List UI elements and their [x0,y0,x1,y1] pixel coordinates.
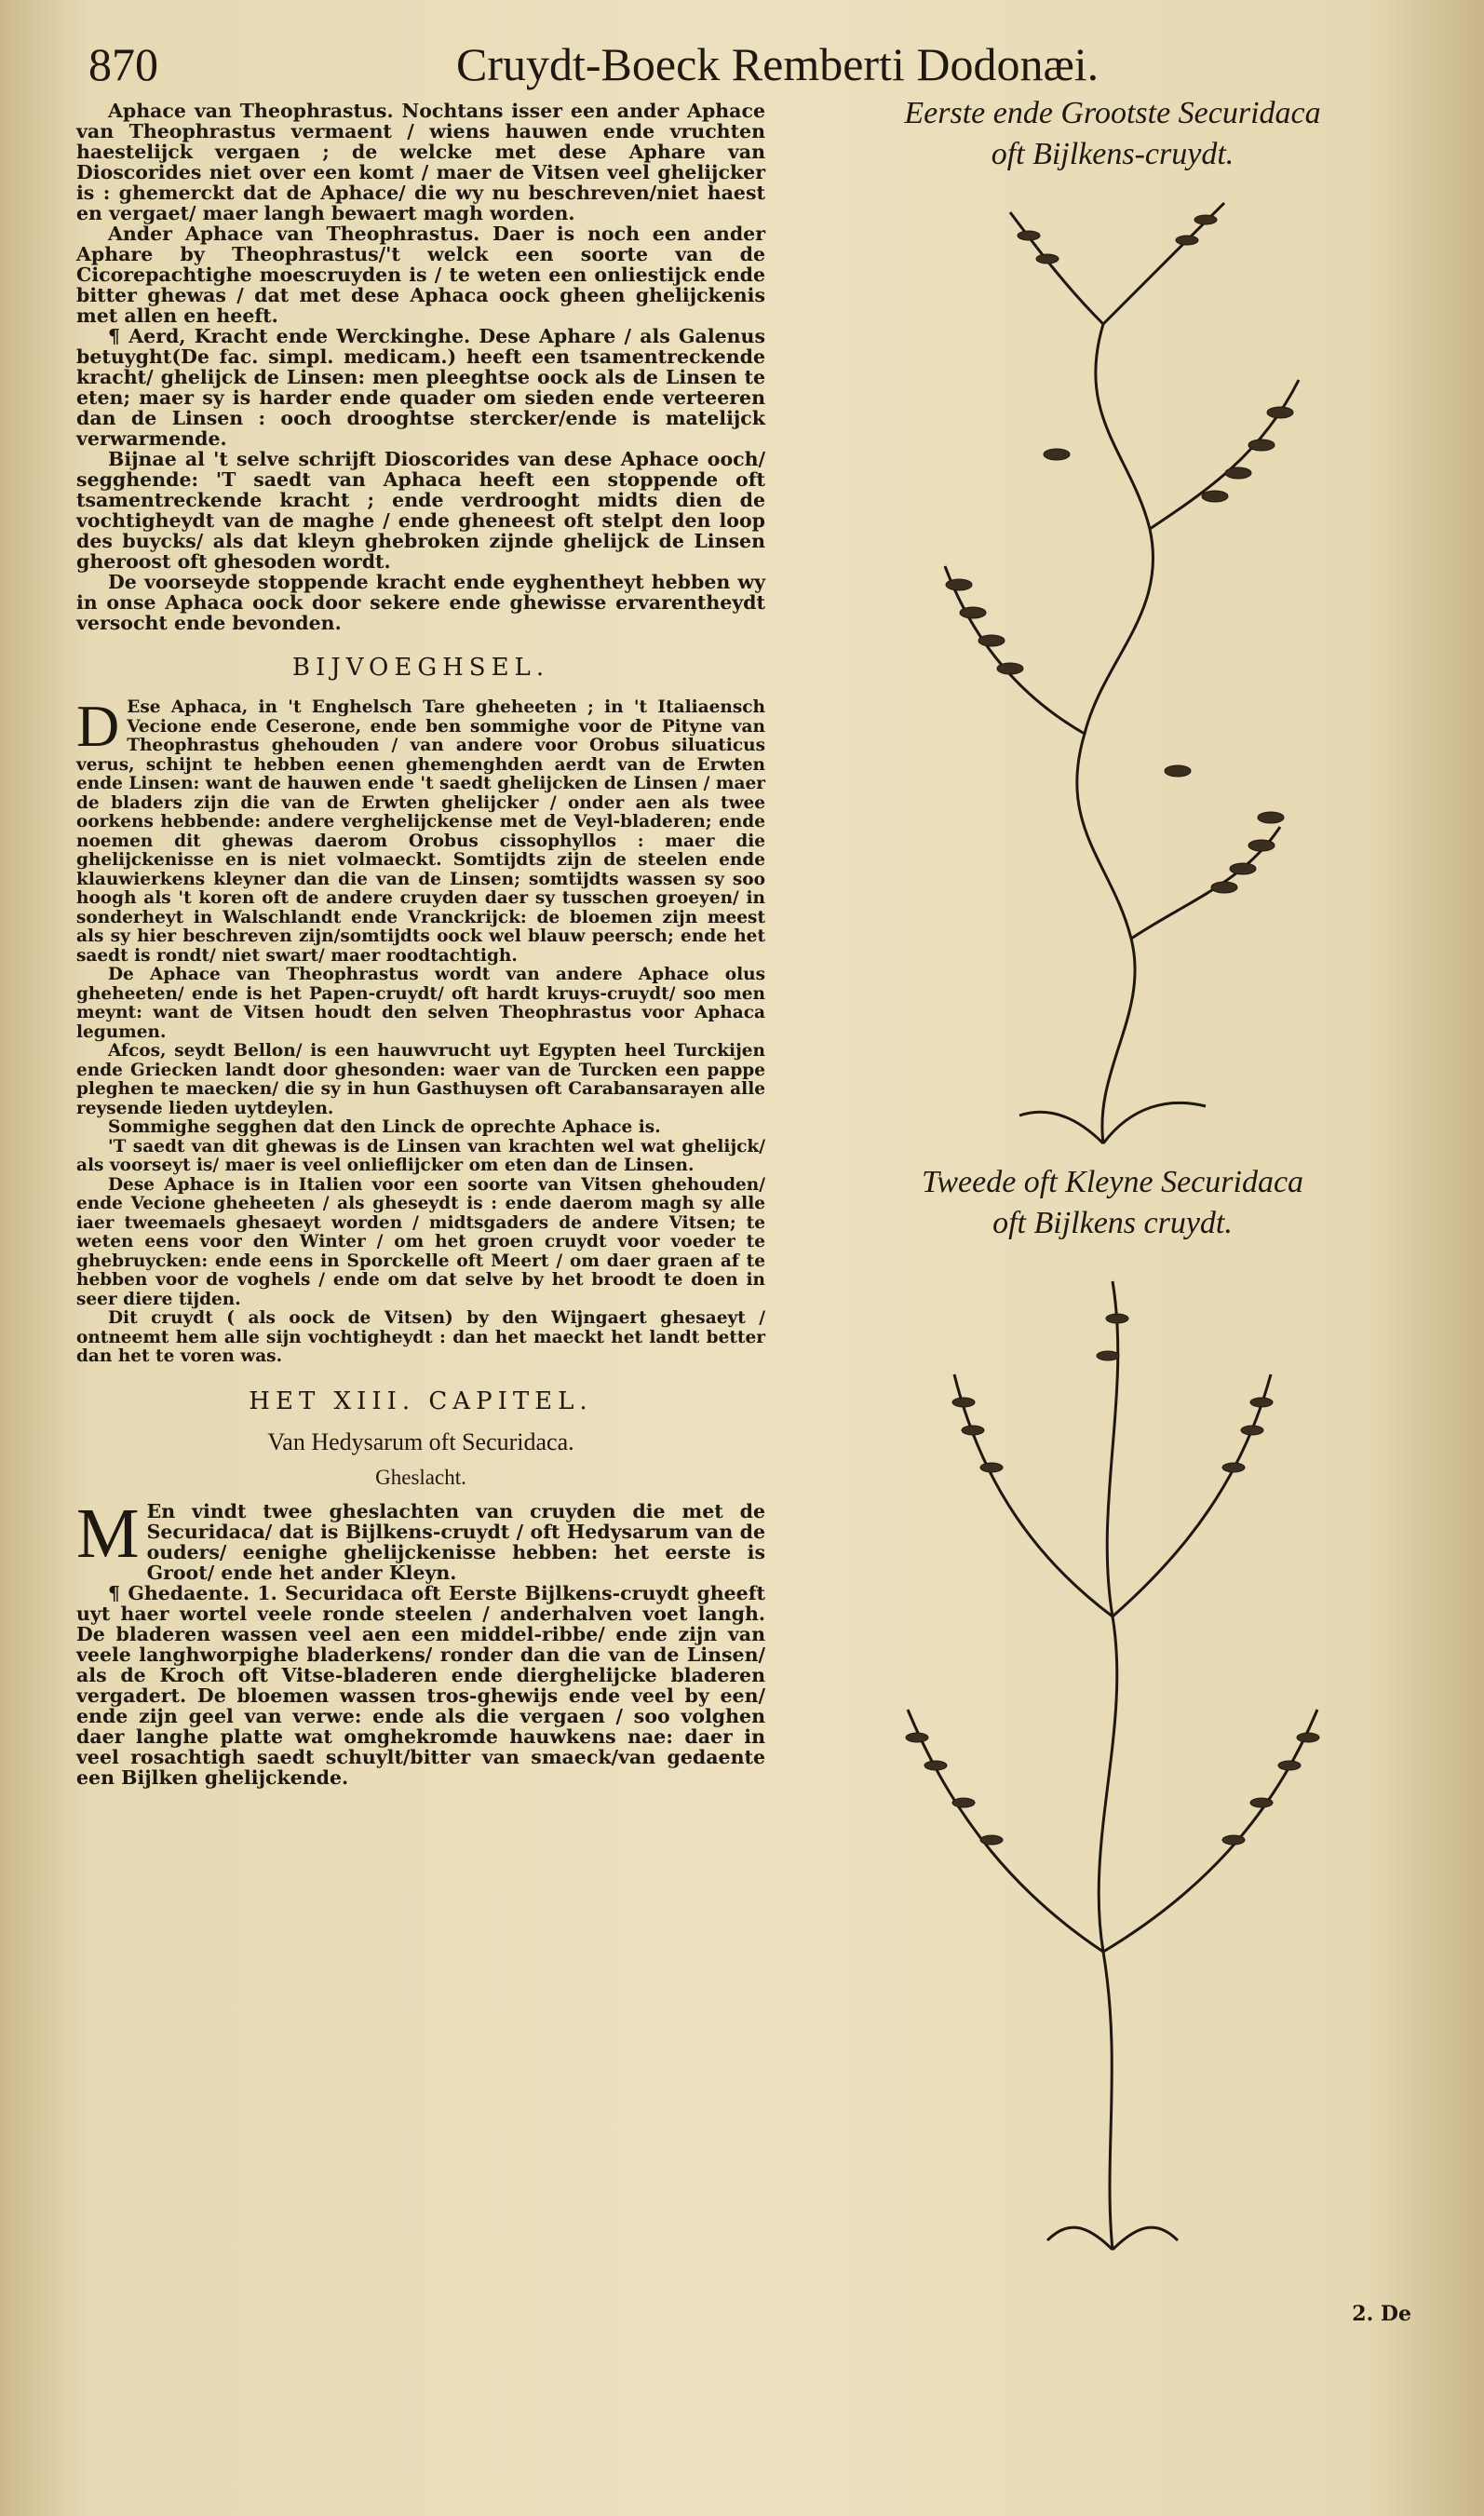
chapter-dropcap: M [76,1494,140,1573]
caption-top-line-1: Eerste ende Grootste Securidaca [904,96,1321,130]
bijvoeghsel-paragraph-3: Afcos, seydt Bellon/ is een hauwvrucht uyt Egypten heel Turckijen ende Griecken landt door ghesonden: waer van de Turcken een pappe pleghen te maecken/ die sy in hun Gasthuysen oft Carabansarayen alle reysende lieden uytdeylen. [76,1041,765,1118]
catchword: 2. De [1352,2302,1411,2326]
chapter-body [76,1494,765,1789]
right-illustration-column [815,93,1410,2328]
bijvoeghsel-paragraph-4: Sommighe segghen dat den Linck de oprechte Aphace is. [108,1117,661,1137]
bijvoeghsel-paragraph-6: Dese Aphace is in Italien voor een soorte van Vitsen ghehouden/ ende Vecione gheheeten / als gheseydt is : ende daerom magh sy alle iaer tweemaels ghesaeyt worden / midtsgaders de andere Vitsen; te weten eens voor den Winter / om het groen cruydt voor voeder te ghebruycken: ende eens in Sporckelle oft Meert / om daer graen af te hebben voor de voghels / ende om dat selve by het broodt te doen in seer dierе tijden. [76,1174,765,1309]
bijvoeghsel-dropcap: D [76,693,120,759]
stoppende-kracht-paragraph: De voorseyde stoppende kracht ende eyghentheyt hebben wy in onse Aphaca oock door sekere ende ghewisse ervarentheydt versocht ende bevonden. [76,571,765,634]
bijvoeghsel-paragraph-5: 'T saedt van dit ghewas is de Linsen van krachten wel wat ghelijck/ als voorseyt is/ maer is veel onlieflijcker om eten dan de Linsen. [76,1136,765,1175]
caption-bottom-line-1: Tweede oft Kleyne Securidaca [921,1165,1304,1199]
chapter-heading: HET XIII. CAPITEL. [249,1387,593,1415]
securidaca-small-woodcut [852,1244,1373,2268]
bijvoeghsel-paragraph-7: Dit cruydt ( als oock de Vitsen) by den Wijngaert ghesaeyt / ontneemt hem alle sijn vochtigheydt : dan het maeckt het landt better dan het te voren was. [76,1308,765,1366]
bijvoeghsel-heading: BIJVOEGHSEL. [291,654,550,682]
caption-bottom-line-2: oft Bijlkens cruydt. [992,1206,1233,1240]
chapter-title: Van Hedysarum oft Securidaca. [267,1427,574,1455]
gheslacht-heading: Gheslacht. [375,1465,466,1489]
securidaca-large-woodcut [870,175,1355,1162]
dioscorides-paragraph: Bijnae al 't selve schrijft Dioscorides van dese Aphace ooch/ segghende: 'T saedt van Aphaca heeft een stoppende oft tsamentreckende kracht ; ende verdrooght midts dien de vochtigheydt van de maghe / ende gheneest oft stelpt den loop des buycks/ als dat kleyn ghebroken zijnde ghelijck de Linsen gheroost oft ghesoden wordt. [76,448,765,573]
aphace-paragraph-1: Aphace van Theophrastus. Nochtans isser een ander Aphace van Theophrastus vermaent / wiens hauwen ende vruchten haestelijck vergaen ; de welcke met dese Aphare van Dioscorides niet over een komt / maer de Vitsen veel ghelijcker is : ghemerckt dat de Aphace/ die wy nu beschreven/niet haest en vergaet/ maer langh bewaert magh worden. [76,100,765,224]
caption-top-line-2: oft Bijlkens-cruydt. [991,137,1234,171]
ghedaente-paragraph: ¶ Ghedaente. 1. Securidaca oft Eerste Bijlkens-cruydt gheeft uyt haer wortel veele ronde steelen / anderhalven voet langh. De bladeren wassen veel aen een middel-ribbe/ ende zijn van veele langhworpighe bladerkens/ ronder dan die van de Linsen/ als de Kroch oft Vitse-bladeren ende dierghelijcke bladeren vergadert. De bloemen wassen tros-ghewijs ende veel by een/ ende zijn geel van verwe: ende als die vergaen / soo volghen daer langhe platte wat omghekromde hauwkens nae: daer in veel rosachtigh saedt schuylt/bitter van smaeck/van gedaente een Bijlken ghelijckende. [76,1581,765,1789]
chapter-paragraph-1: En vindt twee gheslachten van cruyden die met de Securidaca/ dat is Bijlkens-cruydt / oft Hedysarum van de ouders/ eenighe ghelijckenisse hebben: het eerste is Groot/ ende het ander Kleyn. [146,1499,765,1584]
page-number: 870 [88,38,158,90]
left-text-column [76,101,765,2373]
bijvoeghsel-paragraph-1: Ese Aphaca, in 't Enghelsch Tare gheheeten ; in 't Italiaensch Vecione ende Ceserone, ende ben sommighe voor de Pityne van Theophrastus ghehouden / van andere voor Orobus siluaticus verus, schijnt te hebben eenen ghemenghden aerdt van de Erwten ende Linsen: want de hauwen ende 't saedt ghelijcken de Linsen / maer de bladers zijn die van de Erwten ghelijcker / onder aen als twee oorkens hebbende: andere verghelijckense met de Veyl-bladeren; ende noemen dit ghewas daerom Orobus cissophyllos : maer die ghelijckenisse en is niet volmaeckt. Somtijdts zijn de steelen ende klauwierkens kleyner dan die van de Linsen; somtijdts wassen sy soo hoogh als 't koren oft de andere cruyden daer sy tusschen groeyen/ in sonderheyt in Walschlandt ende Vranckrijck: de bloemen zijn meest als sy hier beschreven zijn/somtijdts oock wel blauw peersch; ende het saedt is rondt/ niet swart/ maer roodtachtigh. [76,697,765,966]
bijvoeghsel-section [76,693,765,1367]
running-title: Cruydt-Boeck Remberti Dodonæi. [456,38,1100,90]
aphace-paragraph-2: Ander Aphace van Theophrastus. Daer is noch een ander Aphare by Theophrastus/'t welck een soorte van de Cicorepachtighe moescruyden is / te weten een onliestijck ende bitter ghewas / dat met dese Aphaca oock gheen ghelijckenis met allen en heeft. [76,223,765,327]
bijvoeghsel-paragraph-2: De Aphace van Theophrastus wordt van andere Aphace olus gheheeten/ ende is het Papen-cruydt/ oft hardt kruys-cruydt/ soo men meynt: want de Vitsen houdt den selven Theophrastus voor Aphaca legumen. [76,965,765,1042]
aerd-kracht-paragraph: ¶ Aerd, Kracht ende Werckinghe. Dese Aphare / als Galenus betuyght(De fac. simpl. medicam.) heeft een tsamentreckende kracht/ ghelijck de Linsen: men pleeghtse oock als de Linsen te eten; maer sy is harder ende quader om sieden ende verteeren dan de Linsen : ooch drooghtse stercker/ende is matelijck verwarmende. [76,325,765,450]
